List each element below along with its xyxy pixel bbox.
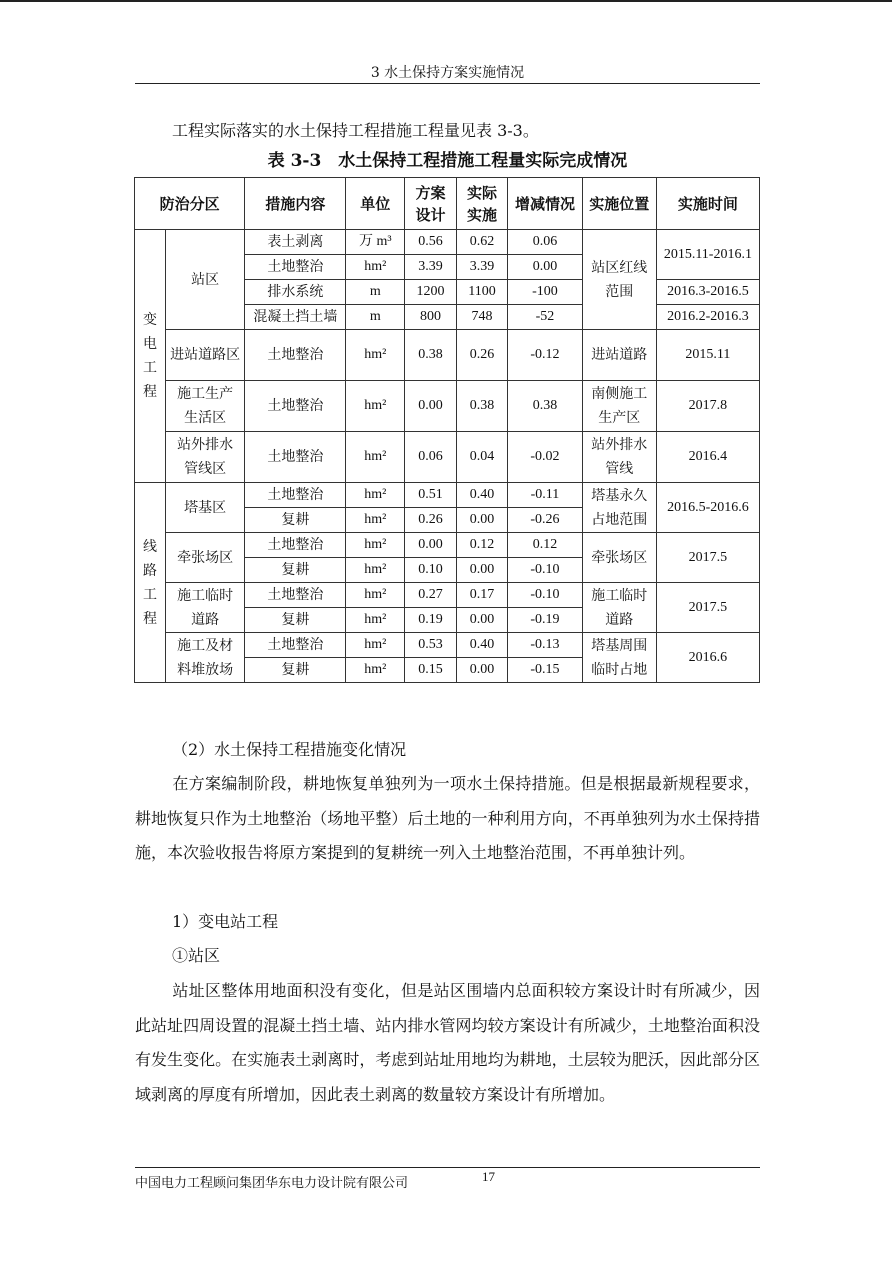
- change-cell: -0.10: [508, 558, 582, 583]
- zone-label: 站外排水管线区: [177, 437, 234, 477]
- running-header: 3 水土保持方案实施情况: [370, 65, 525, 81]
- table-row: [135, 330, 760, 381]
- time-cell: 2017.5: [656, 533, 759, 583]
- design-cell: 0.19: [405, 608, 457, 633]
- measure-cell: 表土剥离: [245, 230, 346, 255]
- subheading-text: ①站区: [172, 946, 221, 965]
- actual-cell: 0.17: [456, 583, 508, 608]
- zone-cell: 塔基区: [165, 483, 244, 533]
- unit-cell: hm²: [346, 508, 405, 533]
- change-cell: 0.06: [508, 230, 582, 255]
- design-cell: 0.26: [405, 508, 457, 533]
- unit-cell: 万 m³: [346, 230, 405, 255]
- table-row: [135, 432, 760, 483]
- location-cell: [582, 381, 656, 432]
- design-cell: 0.27: [405, 583, 457, 608]
- actual-cell: 0.26: [456, 330, 508, 381]
- measures-table: [134, 177, 760, 683]
- unit-cell: hm²: [346, 658, 405, 683]
- unit-cell: m: [346, 305, 405, 330]
- design-cell: 0.10: [405, 558, 457, 583]
- measure-cell: 土地整治: [245, 483, 346, 508]
- actual-cell: 0.12: [456, 533, 508, 558]
- measure-cell: 土地整治: [245, 330, 346, 381]
- zone-cell: 站区: [165, 230, 244, 330]
- location-label: 站外排水管线: [591, 437, 648, 477]
- table-row: [135, 483, 760, 508]
- page-number: 17: [482, 1169, 495, 1184]
- table-row: [135, 230, 760, 255]
- group-line-label: 线路工程: [142, 538, 157, 627]
- time-cell: 2015.11-2016.1: [656, 230, 759, 280]
- location-label: 南侧施工生产区: [591, 386, 648, 426]
- zone-label: 施工生产生活区: [177, 386, 234, 426]
- table-row: [135, 633, 760, 658]
- actual-cell: 0.00: [456, 558, 508, 583]
- unit-cell: hm²: [346, 583, 405, 608]
- unit-cell: hm²: [346, 432, 405, 483]
- unit-cell: hm²: [346, 330, 405, 381]
- time-cell: 2016.3-2016.5: [656, 280, 759, 305]
- header-zone: 防治分区: [135, 178, 245, 230]
- design-cell: 3.39: [405, 255, 457, 280]
- time-cell: 2016.5-2016.6: [656, 483, 759, 533]
- unit-cell: hm²: [346, 255, 405, 280]
- group-line: [135, 483, 166, 683]
- location-label: 施工临时道路: [591, 587, 648, 628]
- change-cell: 0.38: [508, 381, 582, 432]
- footer-rule: [135, 1167, 760, 1168]
- change-cell: 0.12: [508, 533, 582, 558]
- table-row: [135, 533, 760, 558]
- actual-cell: 0.62: [456, 230, 508, 255]
- header-design: [405, 178, 457, 230]
- actual-cell: 0.00: [456, 658, 508, 683]
- measure-cell: 复耕: [245, 558, 346, 583]
- design-cell: 0.06: [405, 432, 457, 483]
- unit-cell: hm²: [346, 483, 405, 508]
- change-cell: -0.19: [508, 608, 582, 633]
- location-cell: 进站道路: [582, 330, 656, 381]
- design-cell: 0.53: [405, 633, 457, 658]
- measure-cell: 土地整治: [245, 533, 346, 558]
- header-rule: [135, 83, 760, 84]
- table-caption: 表 3-3 水土保持工程措施工程量实际完成情况: [267, 151, 628, 171]
- design-cell: 1200: [405, 280, 457, 305]
- change-cell: -100: [508, 280, 582, 305]
- measure-cell: 土地整治: [245, 381, 346, 432]
- unit-cell: hm²: [346, 533, 405, 558]
- time-cell: 2015.11: [656, 330, 759, 381]
- subheading-text: 1）变电站工程: [172, 912, 279, 931]
- location-cell: [582, 432, 656, 483]
- time-cell: 2016.6: [656, 633, 759, 683]
- table-row: [135, 583, 760, 608]
- change-cell: -0.10: [508, 583, 582, 608]
- measure-cell: 复耕: [245, 508, 346, 533]
- paragraph: [135, 974, 760, 1112]
- design-cell: 0.00: [405, 381, 457, 432]
- change-cell: -0.15: [508, 658, 582, 683]
- location-cell: 牵张场区: [582, 533, 656, 583]
- design-cell: 0.38: [405, 330, 457, 381]
- subheading: [135, 905, 760, 940]
- measure-cell: 土地整治: [245, 255, 346, 280]
- design-cell: 800: [405, 305, 457, 330]
- section-heading: [135, 733, 760, 768]
- zone-cell: [165, 330, 244, 381]
- header-time: 实施时间: [656, 178, 759, 230]
- subheading: [135, 939, 760, 974]
- table-header-row: [135, 178, 760, 230]
- unit-cell: hm²: [346, 633, 405, 658]
- location-label: 站区红线范围: [591, 259, 648, 300]
- zone-cell: [165, 432, 244, 483]
- header-actual-label: 实际实施: [467, 183, 498, 224]
- change-cell: -0.26: [508, 508, 582, 533]
- location-cell: [582, 230, 656, 330]
- paragraph-text: 站址区整体用地面积没有变化，但是站区围墙内总面积较方案设计时有所减少，因此站址四周设置的混凝土挡土墙、站内排水管网均较方案设计有所减少，土地整治面积没有发生变化。在实施表土剥离时，考虑到站址用地均为耕地，土层较为肥沃，因此部分区域剥离的厚度有所增加，因此表土剥离的数量较方案设计有所增加。: [135, 981, 760, 1104]
- actual-cell: 0.40: [456, 483, 508, 508]
- zone-cell: [165, 583, 244, 633]
- actual-cell: 3.39: [456, 255, 508, 280]
- header-actual: [456, 178, 508, 230]
- change-cell: -52: [508, 305, 582, 330]
- header-change: 增减情况: [508, 178, 582, 230]
- design-cell: 0.51: [405, 483, 457, 508]
- intro-text: 工程实际落实的水土保持工程措施工程量见表 3-3。: [172, 121, 539, 140]
- header-measure: 措施内容: [245, 178, 346, 230]
- change-cell: 0.00: [508, 255, 582, 280]
- location-label: 塔基永久占地范围: [591, 487, 648, 528]
- measure-cell: 混凝土挡土墙: [245, 305, 346, 330]
- measure-cell: 土地整治: [245, 583, 346, 608]
- location-cell: [582, 583, 656, 633]
- table-row: [135, 381, 760, 432]
- location-cell: [582, 633, 656, 683]
- actual-cell: 0.00: [456, 608, 508, 633]
- location-label: 塔基周围临时占地: [591, 637, 648, 678]
- header-design-label: 方案设计: [415, 183, 446, 224]
- design-cell: 0.00: [405, 533, 457, 558]
- measure-cell: 土地整治: [245, 633, 346, 658]
- zone-cell: [165, 633, 244, 683]
- change-cell: -0.12: [508, 330, 582, 381]
- change-cell: -0.02: [508, 432, 582, 483]
- actual-cell: 0.38: [456, 381, 508, 432]
- change-cell: -0.13: [508, 633, 582, 658]
- header-location: 实施位置: [582, 178, 656, 230]
- zone-label: 进站道路区: [170, 347, 241, 363]
- measure-cell: 排水系统: [245, 280, 346, 305]
- change-cell: -0.11: [508, 483, 582, 508]
- actual-cell: 0.00: [456, 508, 508, 533]
- time-cell: 2016.4: [656, 432, 759, 483]
- unit-cell: hm²: [346, 381, 405, 432]
- paragraph-text: 在方案编制阶段，耕地恢复单独列为一项水土保持措施。但是根据最新规程要求，耕地恢复只作为土地整治（场地平整）后土地的一种利用方向，不再单独列为水土保持措施，本次验收报告将原方案提到的复耕统一列入土地整治范围，不再单独计列。: [135, 774, 760, 862]
- unit-cell: hm²: [346, 558, 405, 583]
- footer-company: 中国电力工程顾问集团华东电力设计院有限公司: [135, 1176, 409, 1191]
- unit-cell: hm²: [346, 608, 405, 633]
- zone-cell: 牵张场区: [165, 533, 244, 583]
- actual-cell: 1100: [456, 280, 508, 305]
- paragraph: [135, 767, 760, 871]
- zone-label: 施工临时道路: [177, 587, 234, 628]
- measure-cell: 复耕: [245, 658, 346, 683]
- actual-cell: 0.04: [456, 432, 508, 483]
- zone-label: 施工及材料堆放场: [177, 637, 234, 678]
- header-unit: 单位: [346, 178, 405, 230]
- measure-cell: 复耕: [245, 608, 346, 633]
- group-substation: [135, 230, 166, 483]
- time-cell: 2017.8: [656, 381, 759, 432]
- design-cell: 0.56: [405, 230, 457, 255]
- section-heading-text: （2）水土保持工程措施变化情况: [172, 740, 407, 759]
- actual-cell: 0.40: [456, 633, 508, 658]
- design-cell: 0.15: [405, 658, 457, 683]
- zone-cell: [165, 381, 244, 432]
- unit-cell: m: [346, 280, 405, 305]
- time-cell: 2016.2-2016.3: [656, 305, 759, 330]
- measure-cell: 土地整治: [245, 432, 346, 483]
- location-cell: [582, 483, 656, 533]
- top-border: [0, 0, 892, 2]
- group-substation-label: 变电工程: [142, 312, 157, 400]
- time-cell: 2017.5: [656, 583, 759, 633]
- actual-cell: 748: [456, 305, 508, 330]
